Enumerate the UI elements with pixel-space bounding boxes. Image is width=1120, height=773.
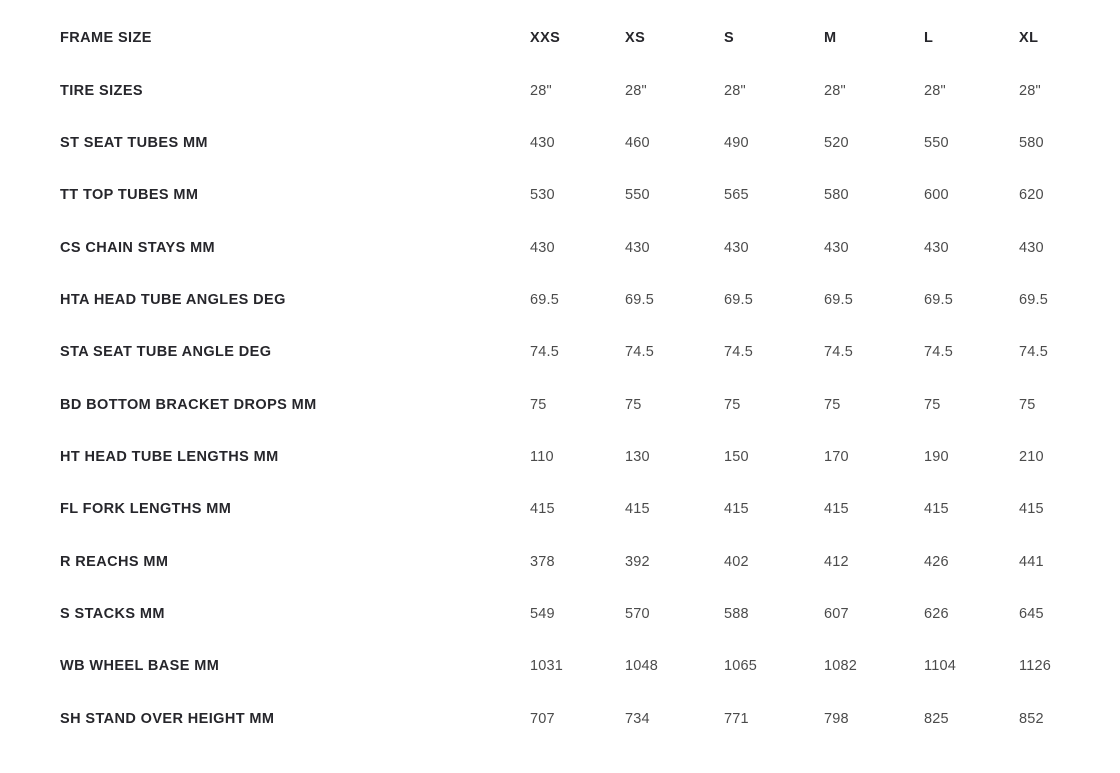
spec-value: 550 bbox=[924, 134, 949, 151]
spec-value: 771 bbox=[724, 710, 749, 727]
spec-value: 110 bbox=[530, 449, 554, 466]
spec-value: 1048 bbox=[625, 658, 659, 675]
spec-value: 28" bbox=[625, 82, 647, 99]
spec-row bbox=[0, 117, 1120, 169]
spec-value: 549 bbox=[530, 606, 555, 623]
spec-row-label: STA SEAT TUBE ANGLE DEG bbox=[60, 344, 272, 361]
spec-value: 620 bbox=[1019, 187, 1044, 204]
spec-value: 210 bbox=[1019, 449, 1044, 466]
spec-row-label: BD BOTTOM BRACKET DROPS MM bbox=[60, 396, 317, 413]
spec-value: 402 bbox=[724, 553, 749, 570]
spec-value: 74.5 bbox=[530, 344, 560, 361]
spec-value: 190 bbox=[924, 449, 949, 466]
spec-row bbox=[0, 536, 1120, 588]
spec-value: 69.5 bbox=[625, 291, 655, 308]
spec-value: 430 bbox=[625, 239, 650, 256]
spec-value: 1126 bbox=[1019, 658, 1051, 675]
spec-value: 75 bbox=[530, 396, 547, 413]
spec-row-label: R REACHS MM bbox=[60, 553, 169, 570]
spec-row bbox=[0, 483, 1120, 535]
spec-value: 75 bbox=[724, 396, 741, 413]
spec-value: 74.5 bbox=[724, 344, 754, 361]
spec-value: 415 bbox=[625, 501, 650, 518]
spec-value: 430 bbox=[530, 134, 555, 151]
spec-value: 415 bbox=[924, 501, 949, 518]
spec-value: 588 bbox=[724, 606, 749, 623]
spec-row-label: WB WHEEL BASE MM bbox=[60, 658, 220, 675]
size-column-header: S bbox=[724, 30, 735, 47]
spec-value: 430 bbox=[1019, 239, 1044, 256]
spec-value: 170 bbox=[824, 449, 849, 466]
spec-value: 707 bbox=[530, 710, 555, 727]
spec-value: 852 bbox=[1019, 710, 1044, 727]
spec-value: 798 bbox=[824, 710, 849, 727]
spec-value: 645 bbox=[1019, 606, 1044, 623]
spec-value: 570 bbox=[625, 606, 650, 623]
spec-value: 430 bbox=[924, 239, 949, 256]
spec-value: 378 bbox=[530, 553, 555, 570]
size-column-header: XXS bbox=[530, 30, 561, 47]
spec-value: 520 bbox=[824, 134, 849, 151]
spec-value: 412 bbox=[824, 553, 849, 570]
spec-row-label: TT TOP TUBES MM bbox=[60, 187, 199, 204]
spec-row bbox=[0, 640, 1120, 692]
spec-value: 1104 bbox=[924, 658, 956, 675]
spec-value: 1082 bbox=[824, 658, 858, 675]
spec-value: 415 bbox=[824, 501, 849, 518]
spec-value: 530 bbox=[530, 187, 555, 204]
spec-value: 426 bbox=[924, 553, 949, 570]
spec-row bbox=[0, 379, 1120, 431]
spec-row bbox=[0, 274, 1120, 326]
spec-value: 150 bbox=[724, 449, 749, 466]
spec-value: 490 bbox=[724, 134, 749, 151]
spec-value: 74.5 bbox=[924, 344, 954, 361]
spec-value: 430 bbox=[824, 239, 849, 256]
spec-value: 550 bbox=[625, 187, 650, 204]
spec-row-label: HTA HEAD TUBE ANGLES DEG bbox=[60, 291, 286, 308]
spec-value: 69.5 bbox=[724, 291, 754, 308]
spec-value: 600 bbox=[924, 187, 949, 204]
spec-row-label: HT HEAD TUBE LENGTHS MM bbox=[60, 449, 279, 466]
header-row bbox=[0, 12, 1120, 64]
spec-row-label: S STACKS MM bbox=[60, 606, 165, 623]
spec-value: 626 bbox=[924, 606, 949, 623]
spec-value: 580 bbox=[824, 187, 849, 204]
spec-value: 825 bbox=[924, 710, 949, 727]
size-column-header: M bbox=[824, 30, 837, 47]
spec-row bbox=[0, 221, 1120, 273]
spec-row-label: FL FORK LENGTHS MM bbox=[60, 501, 232, 518]
spec-value: 74.5 bbox=[824, 344, 854, 361]
spec-row-label: ST SEAT TUBES MM bbox=[60, 134, 208, 151]
spec-row-label: CS CHAIN STAYS MM bbox=[60, 239, 216, 256]
spec-value: 392 bbox=[625, 553, 650, 570]
spec-value: 69.5 bbox=[924, 291, 954, 308]
spec-value: 75 bbox=[824, 396, 841, 413]
spec-value: 1031 bbox=[530, 658, 564, 675]
spec-value: 69.5 bbox=[1019, 291, 1049, 308]
size-column-header: XL bbox=[1019, 30, 1039, 47]
spec-row bbox=[0, 588, 1120, 640]
spec-value: 415 bbox=[1019, 501, 1044, 518]
spec-value: 415 bbox=[530, 501, 555, 518]
spec-row bbox=[0, 64, 1120, 116]
spec-value: 28" bbox=[530, 82, 552, 99]
spec-row-label: SH STAND OVER HEIGHT MM bbox=[60, 710, 275, 727]
spec-value: 75 bbox=[1019, 396, 1036, 413]
spec-value: 415 bbox=[724, 501, 749, 518]
size-column-header: L bbox=[924, 30, 934, 47]
size-column-header: XS bbox=[625, 30, 646, 47]
spec-value: 69.5 bbox=[530, 291, 560, 308]
spec-value: 1065 bbox=[724, 658, 758, 675]
spec-row bbox=[0, 693, 1120, 745]
spec-value: 74.5 bbox=[625, 344, 655, 361]
spec-value: 607 bbox=[824, 606, 849, 623]
spec-row bbox=[0, 326, 1120, 378]
spec-row bbox=[0, 169, 1120, 221]
spec-value: 430 bbox=[530, 239, 555, 256]
spec-value: 565 bbox=[724, 187, 749, 204]
spec-value: 734 bbox=[625, 710, 650, 727]
spec-value: 28" bbox=[1019, 82, 1041, 99]
spec-value: 441 bbox=[1019, 553, 1044, 570]
spec-value: 28" bbox=[824, 82, 846, 99]
spec-value: 69.5 bbox=[824, 291, 854, 308]
spec-value: 28" bbox=[724, 82, 746, 99]
spec-value: 460 bbox=[625, 134, 650, 151]
spec-value: 75 bbox=[625, 396, 642, 413]
spec-value: 28" bbox=[924, 82, 946, 99]
frame-size-header-label: FRAME SIZE bbox=[60, 30, 152, 47]
spec-value: 75 bbox=[924, 396, 941, 413]
spec-value: 130 bbox=[625, 449, 650, 466]
spec-value: 74.5 bbox=[1019, 344, 1049, 361]
spec-value: 580 bbox=[1019, 134, 1044, 151]
spec-row bbox=[0, 431, 1120, 483]
spec-row-label: TIRE SIZES bbox=[60, 82, 143, 99]
spec-value: 430 bbox=[724, 239, 749, 256]
